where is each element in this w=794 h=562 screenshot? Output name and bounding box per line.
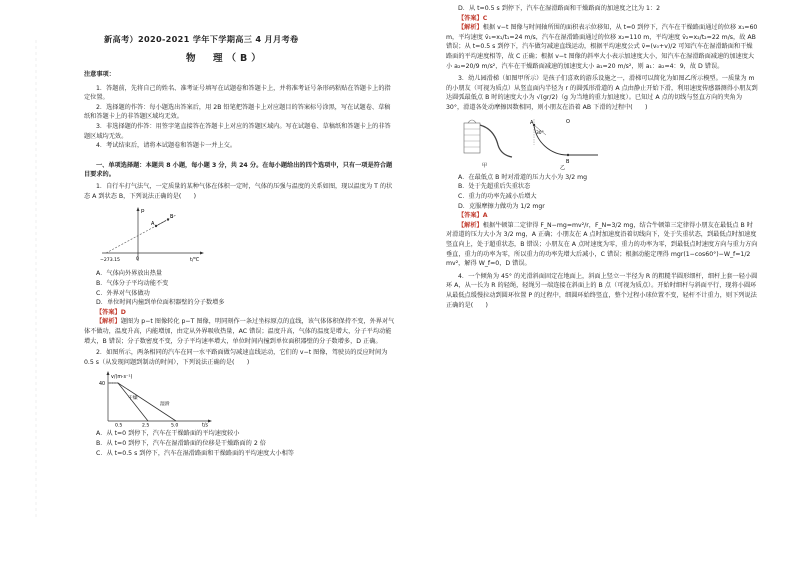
q2-curve-wet: 湿滑: [160, 402, 170, 408]
answer-line: [446, 14, 758, 24]
option-a: A．气体向外界放出热量: [96, 270, 163, 278]
q3-point-a: A: [530, 119, 534, 126]
q2-x-label-2: 2.5: [142, 423, 150, 428]
analysis-tag: 【解析】: [458, 221, 483, 229]
q3-figure: [460, 115, 610, 171]
notice-heading: 注意事项：: [84, 71, 115, 78]
q1-origin-label: −273.15: [100, 258, 120, 264]
q1-point-b: B: [170, 214, 174, 221]
q1-point-a: A: [151, 221, 155, 228]
option-d: D．克服摩擦力做功为 1/2 mgr: [458, 202, 545, 210]
answer-line: [446, 211, 758, 221]
notice-item: 4．考试结束后，请将本试题卷和答题卡一并上交。: [96, 142, 237, 150]
q2-x-label-3: 5.0: [171, 423, 179, 428]
question-stem: 1．自行车打气法气，一定质量的某种气体在体积一定时，气体的压强与温度的关系如图，现以温度为 T 的状态 A 到状态 B，下列说法正确的是( ): [84, 183, 393, 200]
analysis-text: 根据 v−t 图像与时间轴所围的面积表示位移知，从 t=0 到停下，汽车在干燥路面通过的位移 x₁=60 m，平均速度 v̄₁=x₁/t₁=24 m/s，汽车在湿滑路面通过的位移 x₂=110 m，平均速度 v̄₂=x₂/t₂=22 m/s，故 AB 错误；从 t=0.5 s 到停下，汽车做匀减速直线运动，根据平均速度公式 v̄=(v₀+v)/2 可知汽车在湿滑路面和干燥路面的平均速度相等，故 C 正确；根据 v−t 图像的斜率大小表示加速度大小，知汽车在湿滑路面减速的加速度大小 a₂=20/9 m/s²，汽车在干燥路面减速的加速度大小 a₁=20 m/s²，则 a₁：a₂=4：9，故 D 错误。: [446, 24, 758, 70]
q3-angle: 30°: [536, 130, 544, 136]
subject-title: 物 理（B）: [186, 53, 265, 64]
option-c: C．从 t=0.5 s 到停下，汽车在湿滑路面和干燥路面的平均速度大小相等: [96, 449, 294, 457]
q2-axis-y: v/(m·s⁻¹): [111, 375, 133, 381]
answer-tag: 【答案】D: [96, 308, 126, 316]
notice-item: 3．非选择题的作答：用签字笔直接答在答题卡上对应的答题区域内。写在试题卷、草稿纸和答题卡上的非答题区域均无效。: [84, 123, 391, 140]
analysis-line: [84, 317, 396, 346]
option-c: C．外界对气体做功: [96, 289, 150, 297]
q1-graph: [98, 203, 208, 267]
analysis-tag: 【解析】: [458, 24, 483, 32]
notice-item: 1．答题前，先将自己的姓名、准考证号填写在试题卷和答题卡上，并将准考证号条形码粘贴在答题卡上的指定位置。: [84, 84, 391, 102]
exam-title: 新高考）2020-2021 学年下学期高三 4 月月考卷: [104, 34, 299, 44]
q3-point-o: O: [566, 118, 570, 125]
q3-label-b: 乙: [560, 164, 566, 171]
q2-axis-x: t/s: [202, 423, 208, 428]
option-b: B．处于先超重后失重状态: [458, 183, 531, 191]
q2-x-label-1: 0.5: [115, 423, 123, 428]
q2-y-label: 40: [99, 382, 106, 388]
option-b: B．气体分子平均动能不变: [96, 279, 169, 287]
answer-line: [84, 308, 396, 318]
q2-graph: [98, 369, 218, 427]
question-stem: 4．一个倾角为 45° 的光滑斜面固定在地面上，斜面上竖立一半径为 R 的粗糙半圆形细杆，细杆上套一轻小圆环 A，从一长为 R 的轻绳，轻绳另一端连接在斜面上的 B 点（可视为质点）。开始时细杆与斜面平行，现将小圆环从最低点缓慢拉动到圆环位置 P 的过程中，细圆环始终竖直，整个过程小球位置不变，轻杆不计重力，则下列说法正确的是( ): [446, 272, 758, 309]
analysis-tag: 【解析】: [96, 318, 121, 326]
option-b: B．从 t=0 到停下，汽车在湿滑路面的位移是干燥路面的 2 倍: [96, 440, 266, 448]
question-stem: 3．幼儿园滑梯（如图甲所示）是孩子们喜欢的游乐设施之一，滑梯可以简化为如图乙所示模型。一质量为 m 的小朋友（可视为质点）从竖直面内半径为 r 的圆弧形滑道的 A 点由静止开始下滑，利用速度传感器测得小朋友到达圆弧最低点 B 时的速度大小为 √(gr/2)（g 为当地的重力加速度）。已知过 A 点的切线与竖直方向的夹角为 30°，滑道各处动摩擦因数相同，则小朋友在沿着 AB 下滑的过程中( ): [446, 75, 758, 112]
option-d: D．从 t=0.5 s 到停下，汽车在湿滑路面和干燥路面的加速度之比为 1：2: [458, 5, 661, 12]
option-c: C．重力的功率先减小后增大: [458, 192, 537, 200]
answer-tag: 【答案】A: [458, 212, 488, 220]
analysis-text: 根据牛顿第二定律得 F_N−mg=mv²/r，F_N=3/2 mg，结合牛顿第三定律得小朋友在最低点 B 时对滑道的压力大小为 3/2 mg，A 正确；小朋友在 A 点时加速度沿着切线向下，处于失重状态，到最低点时加速度竖直向上，处于超重状态，B 错误；小朋友在 A 点时速度为零，重力的功率为零，到最低点时速度方向与重力方向垂直，重力的功率为零，所以重力的功率先增大后减小，C 错误；根据动能定理得 mgr(1−cos60°)−W_f=1/2 mv²，解得 W_f=0，D 错误。: [446, 221, 758, 268]
notice-item: 2．选择题的作答：每小题选出答案后，用 2B 铅笔把答题卡上对应题目的答案标号涂黑，写在试题卷、草稿纸和答题卡上的非答题区域均无效。: [84, 103, 391, 121]
q3-label-a: 甲: [482, 162, 488, 169]
q1-axis-y: p: [141, 208, 145, 215]
analysis-line: [446, 23, 758, 71]
answer-tag: 【答案】C: [458, 14, 488, 22]
q3-point-b: B: [566, 158, 570, 165]
q1-axis-x: t/℃: [190, 257, 200, 264]
q2-curve-dry: 干燥: [128, 396, 138, 402]
option-a: A．在最低点 B 时对滑道的压力大小为 3/2 mg: [458, 173, 588, 181]
option-d: D．单位时间内撞到单位面积器壁的分子数增多: [96, 299, 225, 307]
question-stem: 2．如图所示，两条相同的汽车在同一水平路面做匀减速直线运动，它们的 v−t 图像，驾驶员的反应时间为 0.5 s（从发现问题到制动的时间），下列说法正确的是( ): [84, 349, 388, 366]
section-heading: 一、单项选择题：本题共 8 小题，每小题 3 分，共 24 分。在每小题给出的四个选项中，只有一项是符合题目要求的。: [84, 161, 393, 179]
option-a: A．从 t=0 到停下，汽车在干燥路面的平均速度较小: [96, 430, 240, 438]
binding-margin: [6, 40, 46, 520]
analysis-text: 题图为 p−t 图像转化 p−T 图像，明同刻作一条过坐标原点的直线，该气体体积保持不变，外界对气体不做功，温度升高，内能增加，由定从外界吸收热量，AC 错误；温度升高，气体的温度是增大，分子平均动能增大，B 错误；分子数密度不变，分子平均速率增大，单位时间内撞到单位面积器壁的分子数增多，D 正确。: [84, 318, 395, 345]
q1-zero-label: 0: [136, 257, 139, 263]
analysis-line: [446, 221, 758, 269]
